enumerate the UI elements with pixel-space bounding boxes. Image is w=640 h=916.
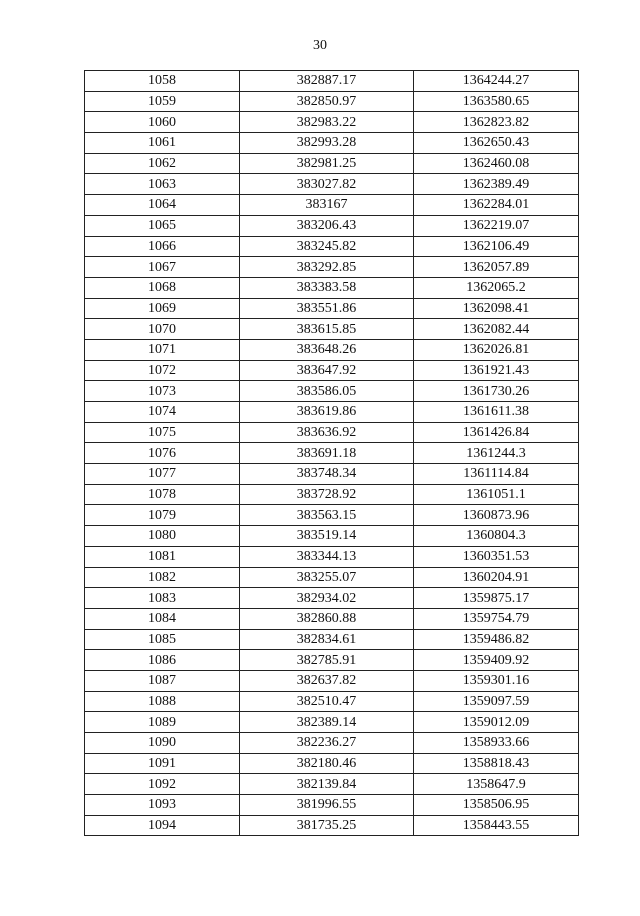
y-coordinate-cell: 1362065.2	[414, 277, 579, 298]
table-row	[85, 484, 579, 505]
point-number-cell: 1062	[85, 153, 240, 174]
table-row	[85, 753, 579, 774]
y-coordinate-cell: 1359486.82	[414, 629, 579, 650]
x-coordinate-cell: 382860.88	[240, 608, 414, 629]
table-row	[85, 236, 579, 257]
table-row	[85, 153, 579, 174]
y-coordinate-cell: 1359012.09	[414, 712, 579, 733]
x-coordinate-cell: 382139.84	[240, 774, 414, 795]
x-coordinate-cell: 383636.92	[240, 422, 414, 443]
point-number-cell: 1078	[85, 484, 240, 505]
table-row	[85, 670, 579, 691]
table-row	[85, 546, 579, 567]
table-row	[85, 712, 579, 733]
point-number-cell: 1067	[85, 257, 240, 278]
x-coordinate-cell: 382934.02	[240, 588, 414, 609]
x-coordinate-cell: 382981.25	[240, 153, 414, 174]
y-coordinate-cell: 1364244.27	[414, 71, 579, 92]
table-row	[85, 650, 579, 671]
point-number-cell: 1074	[85, 402, 240, 423]
point-number-cell: 1072	[85, 360, 240, 381]
y-coordinate-cell: 1360351.53	[414, 546, 579, 567]
y-coordinate-cell: 1362082.44	[414, 319, 579, 340]
x-coordinate-cell: 383255.07	[240, 567, 414, 588]
table-row	[85, 733, 579, 754]
point-number-cell: 1092	[85, 774, 240, 795]
table-row	[85, 319, 579, 340]
y-coordinate-cell: 1358506.95	[414, 795, 579, 816]
x-coordinate-cell: 383586.05	[240, 381, 414, 402]
table-row	[85, 443, 579, 464]
table-row	[85, 629, 579, 650]
point-number-cell: 1088	[85, 691, 240, 712]
x-coordinate-cell: 383245.82	[240, 236, 414, 257]
table-row	[85, 567, 579, 588]
table-row	[85, 277, 579, 298]
x-coordinate-cell: 382983.22	[240, 112, 414, 133]
x-coordinate-cell: 383615.85	[240, 319, 414, 340]
point-number-cell: 1080	[85, 526, 240, 547]
table-row	[85, 381, 579, 402]
table-row	[85, 360, 579, 381]
x-coordinate-cell: 381996.55	[240, 795, 414, 816]
x-coordinate-cell: 383206.43	[240, 215, 414, 236]
y-coordinate-cell: 1358647.9	[414, 774, 579, 795]
x-coordinate-cell: 382180.46	[240, 753, 414, 774]
y-coordinate-cell: 1362219.07	[414, 215, 579, 236]
y-coordinate-cell: 1359409.92	[414, 650, 579, 671]
point-number-cell: 1064	[85, 195, 240, 216]
point-number-cell: 1068	[85, 277, 240, 298]
point-number-cell: 1059	[85, 91, 240, 112]
y-coordinate-cell: 1362098.41	[414, 298, 579, 319]
point-number-cell: 1091	[85, 753, 240, 774]
point-number-cell: 1094	[85, 815, 240, 836]
point-number-cell: 1077	[85, 464, 240, 485]
point-number-cell: 1075	[85, 422, 240, 443]
y-coordinate-cell: 1359097.59	[414, 691, 579, 712]
table-row	[85, 257, 579, 278]
y-coordinate-cell: 1363580.65	[414, 91, 579, 112]
x-coordinate-cell: 383748.34	[240, 464, 414, 485]
x-coordinate-cell: 381735.25	[240, 815, 414, 836]
x-coordinate-cell: 382887.17	[240, 71, 414, 92]
point-number-cell: 1087	[85, 670, 240, 691]
table-row	[85, 795, 579, 816]
x-coordinate-cell: 383648.26	[240, 339, 414, 360]
point-number-cell: 1069	[85, 298, 240, 319]
x-coordinate-cell: 382850.97	[240, 91, 414, 112]
coordinates-table	[84, 70, 579, 836]
y-coordinate-cell: 1360804.3	[414, 526, 579, 547]
table-row	[85, 215, 579, 236]
table-row	[85, 691, 579, 712]
table-row	[85, 464, 579, 485]
x-coordinate-cell: 383027.82	[240, 174, 414, 195]
point-number-cell: 1089	[85, 712, 240, 733]
x-coordinate-cell: 382834.61	[240, 629, 414, 650]
y-coordinate-cell: 1359754.79	[414, 608, 579, 629]
x-coordinate-cell: 383167	[240, 195, 414, 216]
point-number-cell: 1085	[85, 629, 240, 650]
x-coordinate-cell: 382510.47	[240, 691, 414, 712]
table-row	[85, 112, 579, 133]
table-row	[85, 71, 579, 92]
point-number-cell: 1082	[85, 567, 240, 588]
table-row	[85, 174, 579, 195]
point-number-cell: 1081	[85, 546, 240, 567]
table-row	[85, 815, 579, 836]
table-row	[85, 774, 579, 795]
x-coordinate-cell: 382389.14	[240, 712, 414, 733]
table-row	[85, 402, 579, 423]
x-coordinate-cell: 383728.92	[240, 484, 414, 505]
point-number-cell: 1066	[85, 236, 240, 257]
table-row	[85, 133, 579, 154]
point-number-cell: 1084	[85, 608, 240, 629]
y-coordinate-cell: 1362106.49	[414, 236, 579, 257]
point-number-cell: 1060	[85, 112, 240, 133]
page-number: 30	[313, 38, 327, 53]
y-coordinate-cell: 1361611.38	[414, 402, 579, 423]
y-coordinate-cell: 1358443.55	[414, 815, 579, 836]
x-coordinate-cell: 382236.27	[240, 733, 414, 754]
table-row	[85, 526, 579, 547]
y-coordinate-cell: 1361426.84	[414, 422, 579, 443]
point-number-cell: 1061	[85, 133, 240, 154]
x-coordinate-cell: 383551.86	[240, 298, 414, 319]
table-row	[85, 608, 579, 629]
point-number-cell: 1065	[85, 215, 240, 236]
point-number-cell: 1063	[85, 174, 240, 195]
x-coordinate-cell: 383691.18	[240, 443, 414, 464]
coordinates-table-body	[85, 71, 579, 836]
x-coordinate-cell: 382637.82	[240, 670, 414, 691]
point-number-cell: 1083	[85, 588, 240, 609]
y-coordinate-cell: 1362460.08	[414, 153, 579, 174]
point-number-cell: 1076	[85, 443, 240, 464]
point-number-cell: 1073	[85, 381, 240, 402]
x-coordinate-cell: 383383.58	[240, 277, 414, 298]
table-row	[85, 195, 579, 216]
y-coordinate-cell: 1362026.81	[414, 339, 579, 360]
y-coordinate-cell: 1362057.89	[414, 257, 579, 278]
table-row	[85, 588, 579, 609]
y-coordinate-cell: 1359875.17	[414, 588, 579, 609]
x-coordinate-cell: 382785.91	[240, 650, 414, 671]
x-coordinate-cell: 383344.13	[240, 546, 414, 567]
y-coordinate-cell: 1361114.84	[414, 464, 579, 485]
y-coordinate-cell: 1360204.91	[414, 567, 579, 588]
point-number-cell: 1090	[85, 733, 240, 754]
y-coordinate-cell: 1362823.82	[414, 112, 579, 133]
table-row	[85, 422, 579, 443]
y-coordinate-cell: 1358933.66	[414, 733, 579, 754]
point-number-cell: 1079	[85, 505, 240, 526]
x-coordinate-cell: 383563.15	[240, 505, 414, 526]
y-coordinate-cell: 1361730.26	[414, 381, 579, 402]
table-row	[85, 298, 579, 319]
y-coordinate-cell: 1360873.96	[414, 505, 579, 526]
point-number-cell: 1071	[85, 339, 240, 360]
point-number-cell: 1093	[85, 795, 240, 816]
point-number-cell: 1058	[85, 71, 240, 92]
y-coordinate-cell: 1362389.49	[414, 174, 579, 195]
table-row	[85, 339, 579, 360]
y-coordinate-cell: 1358818.43	[414, 753, 579, 774]
x-coordinate-cell: 382993.28	[240, 133, 414, 154]
y-coordinate-cell: 1362650.43	[414, 133, 579, 154]
y-coordinate-cell: 1362284.01	[414, 195, 579, 216]
table-row	[85, 505, 579, 526]
point-number-cell: 1070	[85, 319, 240, 340]
x-coordinate-cell: 383292.85	[240, 257, 414, 278]
point-number-cell: 1086	[85, 650, 240, 671]
y-coordinate-cell: 1361244.3	[414, 443, 579, 464]
y-coordinate-cell: 1361921.43	[414, 360, 579, 381]
x-coordinate-cell: 383519.14	[240, 526, 414, 547]
table-row	[85, 91, 579, 112]
y-coordinate-cell: 1359301.16	[414, 670, 579, 691]
y-coordinate-cell: 1361051.1	[414, 484, 579, 505]
x-coordinate-cell: 383647.92	[240, 360, 414, 381]
x-coordinate-cell: 383619.86	[240, 402, 414, 423]
